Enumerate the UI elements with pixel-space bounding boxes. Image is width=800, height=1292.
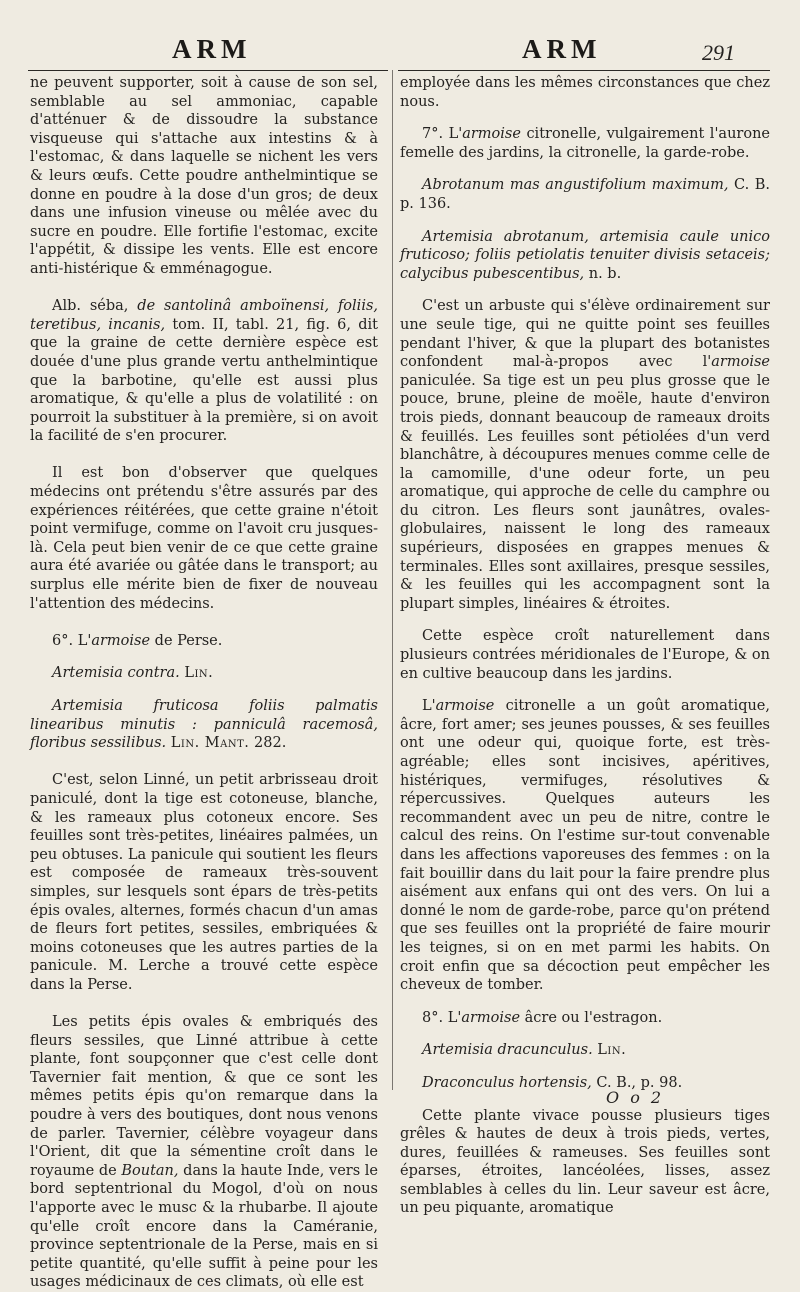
paragraph: Il est bon d'observer que quelques médecins ont prétendu s'être assurés par des expériences réitérées, que cette graine n'étoit point vermifuge, comme on l'avoit cru jusques-là. Cela peut bien venir de ce que cette graine aura été avariée ou gâtée dans le transport; au surplus elle mérite bien de fixer de nouveau l'attention des médecins.: [30, 465, 378, 612]
signature-mark: O o 2: [606, 1088, 665, 1107]
header-rule-left: [28, 70, 388, 71]
paragraph: C'est, selon Linné, un petit arbrisseau droit paniculé, dont la tige est cotoneuse, blanche, & les rameaux plus cotoneux encore. Ses feuilles sont très-petites, linéaires palmées, un peu obtuses. La panicule qui soutient les fleurs est composée de rameaux très-souvent simples, sur lesquels sont épars de très-petits épis ovales, alternes, formés chacun d'un amas de fleurs fort petites, sessiles, embriquées & moins cotoneuses que les autres parties de la panicule. M. Lerche a trouvé cette espèce dans la Perse.: [30, 772, 378, 993]
running-head-left: ARM: [172, 34, 252, 64]
paragraph: employée dans les mêmes circonstances que chez nous.: [400, 75, 770, 110]
synonym: Artemisia contra. Lin.: [52, 665, 214, 682]
synonym: Draconculus hortensis, C. B., p. 98.: [422, 1074, 683, 1091]
paragraph: ne peuvent supporter, soit à cause de son sel, semblable au sel ammoniac, capable d'atténuer & de dissoudre la substance visqueuse qui s'attache aux intestins & à l'estomac, & dans laquelle se nichent les vers & leurs œufs. Cette poudre anthelmintique se donne en poudre à la dose d'un gros; de deux dans une infusion vineuse ou mêlée avec du sucre en poudre. Elle fortifie l'estomac, excite l'appétit, & dissipe les vents. Elle est encore anti-histérique & emménagogue.: [30, 75, 378, 277]
paragraph-citation: Alb. séba, de santolinâ amboïnensi, foliis, teretibus, incanis, tom. II, tabl. 21, fig. 6, dit que la graine de cette dernière espèce est douée d'une plus grande vertu anthelmintique que la barbotine, qu'elle est aussi plus aromatique, & qu'elle a plus de volatilité : on pourroit la substituer à la première, si on avoit la facilité de s'en procurer.: [30, 298, 379, 445]
header-rule-right: [398, 70, 770, 71]
paragraph: L'armoise citronelle a un goût aromatique, âcre, fort amer; ses jeunes pousses, & ses feuilles ont une odeur qui, quoique forte, est très-agréable; elles sont incisives, apéritives, histériques, vermifuges, résolutives & répercussives. Quelques auteurs les recommandent avec un peu de nitre, contre le calcul des reins. On l'estime sur-tout convenable dans les affections vaporeuses des femmes : on la fait bouillir dans du lait pour la faire prendre plus aisément aux enfans qui ont des vers. On lui a donné le nom de garde-robe, parce qu'on prétend que ses feuilles ont la propriété de faire mourir les teignes, si on en met parmi les habits. On croit enfin que sa décoction peut empêcher les cheveux de tomber.: [400, 698, 770, 994]
right-column: [400, 74, 770, 1218]
paragraph: Les petits épis ovales & embriqués des fleurs sessiles, que Linné attribue à cette plante, font soupçonner que c'est celle dont Tavernier fait mention, & que ce sont les mêmes petits épis qu'on remarque dans la poudre à vers des boutiques, dont nous venons de parler. Tavernier, célèbre voyageur dans l'Orient, dit que la sémentine croît dans le royaume de Boutan, dans la haute Inde, vers le bord septentrional du Mogol, d'où on nous l'apporte avec le musc & la rhubarbe. Il ajoute qu'elle croît encore dans la Caméranie, province septentrionale de la Perse, mais en si petite quantité, qu'elle suffit à peine pour les usages médicinaux de ces climats, où elle est: [30, 1014, 379, 1291]
page-number: 291: [702, 40, 735, 65]
left-column: [30, 74, 378, 1292]
paragraph: C'est un arbuste qui s'élève ordinairement sur une seule tige, qui ne quitte point ses feuilles pendant l'hiver, & que la plupart des botanistes confondent mal-à-propos avec l'armoise paniculée. Sa tige est un peu plus grosse que le pouce, brune, pleine de moële, haute d'environ trois pieds, donnant beaucoup de rameaux droits & feuillés. Les feuilles sont pétiolées d'un verd blanchâtre, à découpures menues comme celle de la camomille, d'une odeur forte, un peu aromatique, qui approche de celle du camphre ou du citron. Les fleurs sont jaunâtres, ovales-globulaires, naissent le long des rameaux supérieurs, disposées en grappes menues & terminales. Elles sont axillaires, presque sessiles, & les feuilles qui les accompagnent sont la plupart simples, linéaires & étroites.: [400, 298, 770, 612]
paragraph: Cette plante vivace pousse plusieurs tiges grêles & hautes de deux à trois pieds, vertes, dures, feuillées & rameuses. Ses feuilles sont éparses, étroites, lancéolées, lisses, assez semblables à celles du lin. Leur saveur est âcre, un peu piquante, aromatique: [400, 1107, 770, 1217]
entry-heading: 7°. L'armoise citronelle, vulgairement l'aurone femelle des jardins, la citronelle, la garde-robe.: [400, 126, 770, 161]
column-divider: [392, 70, 393, 1090]
synonym: Abrotanum mas angustifolium maximum, C. B. p. 136.: [400, 177, 771, 212]
entry-heading: 8°. L'armoise âcre ou l'estragon.: [422, 1009, 663, 1026]
synonym: Artemisia fruticosa foliis palmatis linearibus minutis : panniculâ racemosâ, floribus sessilibus. Lin. Mant. 282.: [30, 698, 378, 752]
synonym: Artemisia dracunculus. Lin.: [422, 1042, 627, 1059]
entry-heading: 6°. L'armoise de Perse.: [52, 632, 223, 649]
paragraph: Cette espèce croît naturellement dans plusieurs contrées méridionales de l'Europe, & on en cultive beaucoup dans les jardins.: [400, 628, 770, 682]
running-head-right: ARM: [522, 34, 602, 64]
synonym: Artemisia abrotanum, artemisia caule unico fruticoso; foliis petiolatis tenuiter divisis setaceis; calycibus pubescentibus, n. b.: [400, 228, 770, 282]
